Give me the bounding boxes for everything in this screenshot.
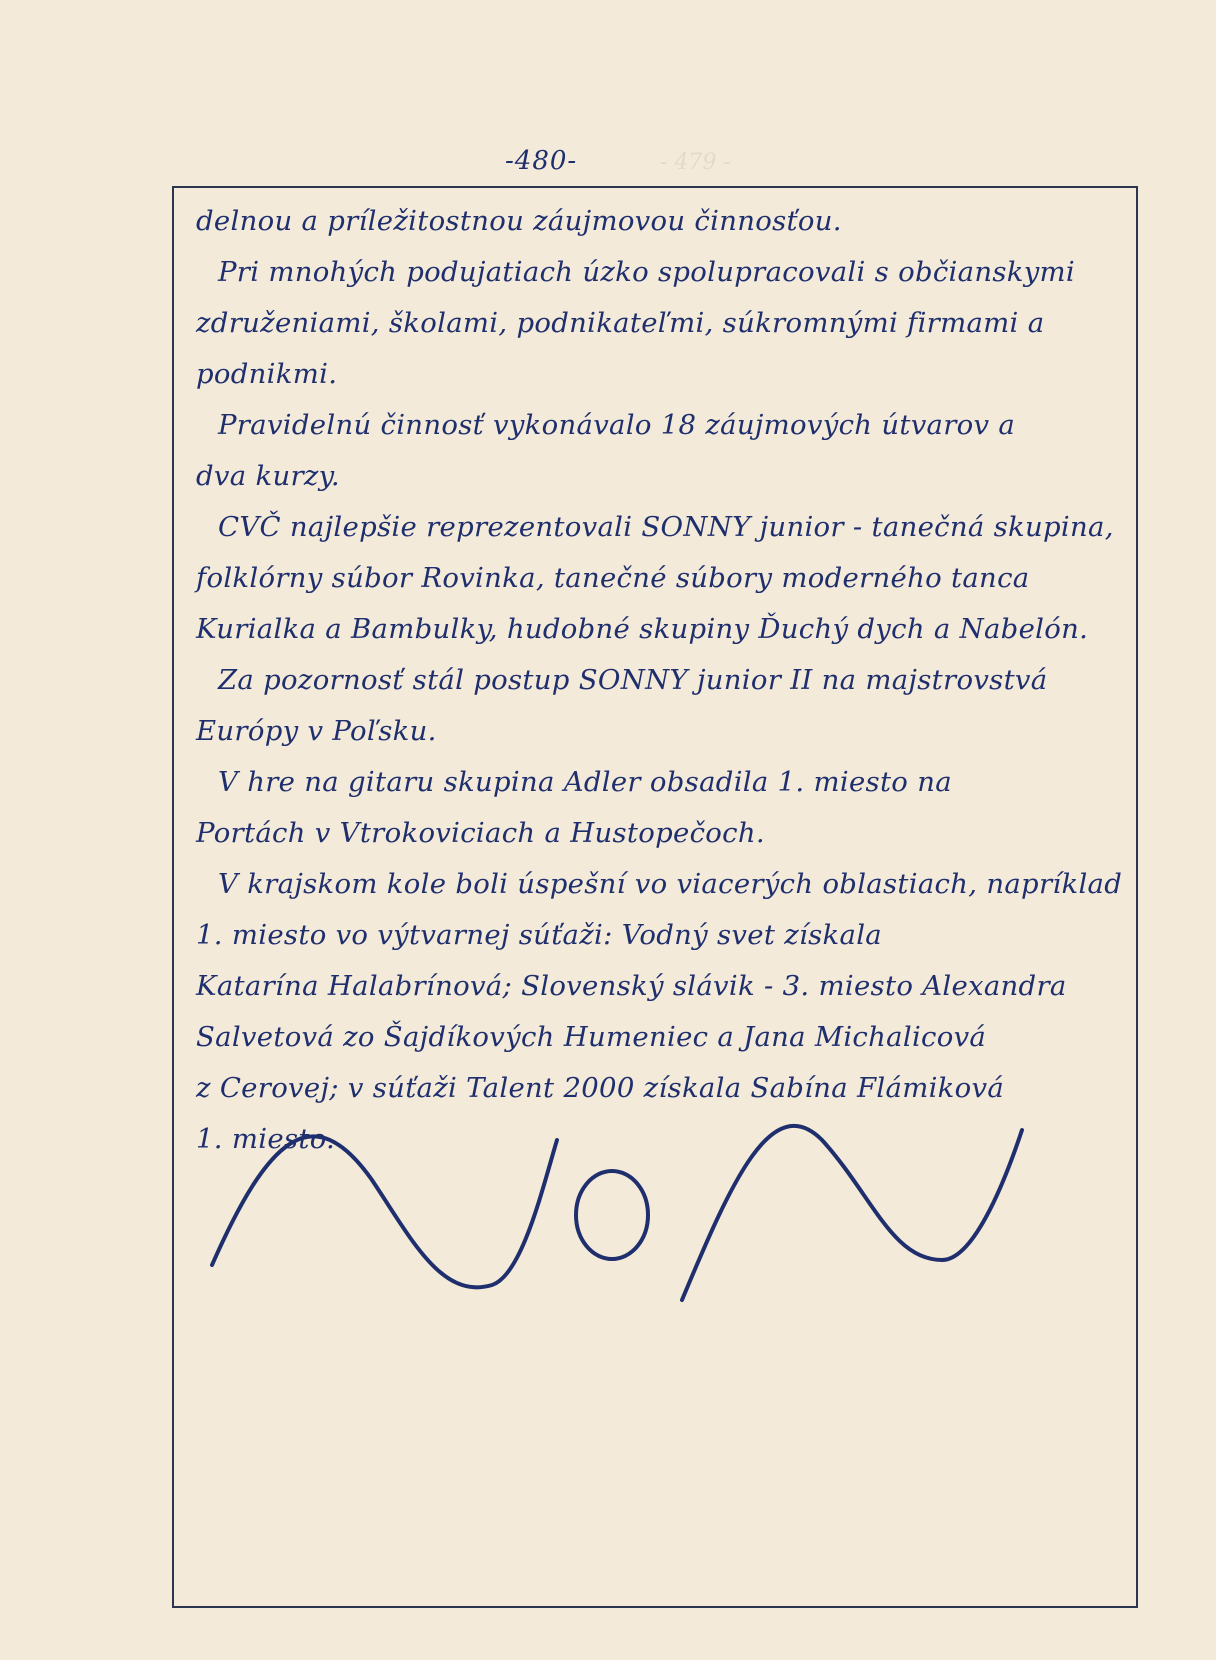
text-line: Salvetová zo Šajdíkových Humeniec a Jana Michalicová	[196, 1021, 987, 1053]
text-line: združeniami, školami, podnikateľmi, súkromnými firmami a	[196, 307, 1045, 339]
page-number: -480-	[505, 146, 578, 176]
wave-right-shape	[682, 1126, 1022, 1300]
text-line: V hre na gitaru skupina Adler obsadila 1. miesto na	[218, 766, 952, 798]
handwritten-text-block	[196, 196, 1123, 1165]
text-line: delnou a príležitostnou záujmovou činnosťou.	[196, 205, 842, 237]
text-line: CVČ najlepšie reprezentovali SONNY junior - tanečná skupina,	[218, 511, 1114, 543]
text-line: 1. miesto.	[196, 1123, 336, 1155]
text-line: Pri mnohých podujatiach úzko spolupracovali s občianskymi	[218, 256, 1076, 288]
text-line: z Cerovej; v súťaži Talent 2000 získala Sabína Flámiková	[196, 1072, 1005, 1104]
decorative-drawing	[172, 1100, 1138, 1320]
text-line: podnikmi.	[196, 358, 338, 390]
text-line: Za pozornosť stál postup SONNY junior II na majstrovstvá	[218, 664, 1048, 696]
wave-left-shape	[212, 1136, 557, 1287]
text-line: 1. miesto vo výtvarnej súťaži: Vodný svet získala	[196, 919, 882, 951]
text-line: dva kurzy.	[196, 460, 340, 492]
text-line: Pravidelnú činnosť vykonávalo 18 záujmových útvarov a	[218, 409, 1016, 441]
text-line: Kurialka a Bambulky, hudobné skupiny Ďuchý dych a Nabelón.	[196, 613, 1089, 645]
text-line: folklórny súbor Rovinka, tanečné súbory moderného tanca	[196, 562, 1030, 594]
bleed-through-texture: - 479 -	[660, 150, 731, 175]
text-line: Katarína Halabrínová; Slovenský slávik - 3. miesto Alexandra	[196, 970, 1067, 1002]
circle-shape	[576, 1171, 648, 1259]
text-line: V krajskom kole boli úspešní vo viacerých oblastiach, napríklad	[218, 868, 1123, 900]
text-line: Portách v Vtrokoviciach a Hustopečoch.	[196, 817, 765, 849]
text-line: Európy v Poľsku.	[196, 715, 437, 747]
